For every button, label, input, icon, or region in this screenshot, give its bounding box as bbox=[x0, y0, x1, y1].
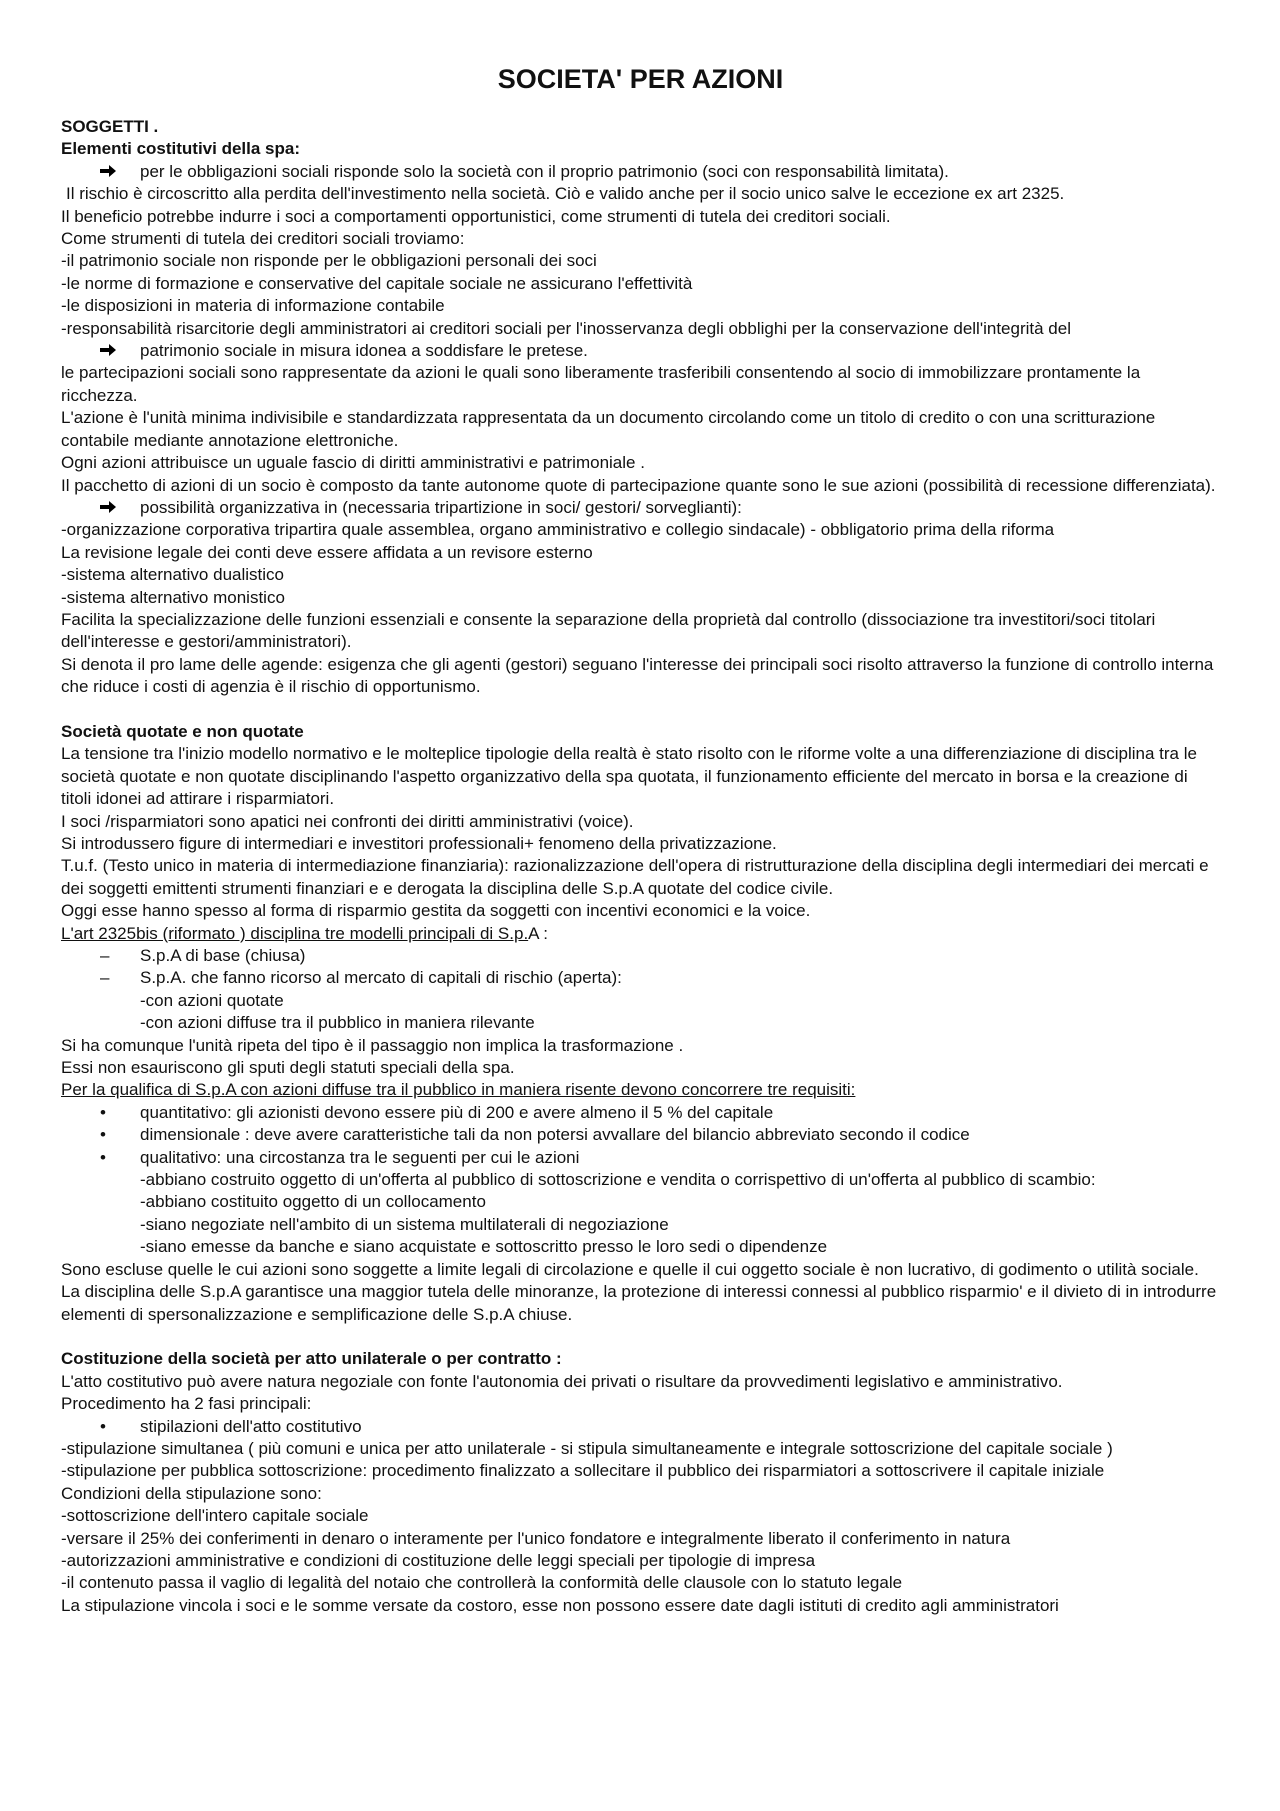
paragraph: L'azione è l'unità minima indivisibile e standardizzata rappresentata da un documento circolando come un titolo di credito o con una scritturazione contabile mediante annotazione elettroniche. bbox=[61, 408, 1156, 450]
paragraph: Oggi esse hanno spesso al forma di risparmio gestita da soggetti con incentivi economici e la voice. bbox=[61, 901, 811, 921]
paragraph: -versare il 25% dei conferimenti in denaro o interamente per l'unico fondatore e integralmente liberato il conferimento in natura bbox=[61, 1528, 1011, 1548]
text: A : bbox=[528, 923, 549, 943]
paragraph: -le disposizioni in materia di informazione contabile bbox=[61, 296, 445, 316]
paragraph: -stipulazione simultanea ( più comuni e unica per atto unilaterale - si stipula simultaneamente e integrale sottoscrizione del capitale sociale ) bbox=[61, 1438, 1113, 1458]
paragraph: Ogni azioni attribuisce un uguale fascio di diritti amministrativi e patrimoniale . bbox=[61, 453, 645, 473]
paragraph: Il beneficio potrebbe indurre i soci a comportamenti opportunistici, come strumenti di tutela dei creditori sociali. bbox=[61, 206, 891, 226]
heading-costituzione: Costituzione della società per atto unilaterale o per contratto : bbox=[61, 1349, 562, 1369]
spacer bbox=[61, 699, 1220, 721]
bullet-item bbox=[61, 1124, 1220, 1146]
paragraph: -responsabilità risarcitorie degli amministratori ai creditori sociali per l'inosservanza degli obblighi per la conservazione dell'integrità del bbox=[61, 318, 1071, 338]
arrow-item bbox=[61, 497, 1220, 519]
bullet-marker: • bbox=[100, 1102, 106, 1122]
paragraph: Il rischio è circoscritto alla perdita dell'investimento nella società. Ciò e valido anche per il socio unico salve le eccezione ex art 2325. bbox=[66, 184, 1065, 204]
heading-soggetti: SOGGETTI . bbox=[61, 117, 159, 136]
paragraph: -stipulazione per pubblica sottoscrizione: procedimento finalizzato a sollecitare il pubblico dei risparmiatori a sottoscrivere il capitale iniziale bbox=[61, 1461, 1105, 1481]
underlined-paragraph: Per la qualifica di S.p.A con azioni diffuse tra il pubblico in maniera risente devono concorrere tre requisiti: bbox=[61, 1080, 856, 1100]
paragraph: -sistema alternativo monistico bbox=[61, 587, 285, 607]
paragraph: I soci /risparmiatori sono apatici nei confronti dei diritti amministrativi (voice). bbox=[61, 811, 634, 831]
paragraph: -organizzazione corporativa tripartira quale assemblea, organo amministrativo e collegio sindacale) - obbligatorio prima della riforma bbox=[61, 520, 1055, 540]
paragraph: -il contenuto passa il vaglio di legalità del notaio che controllerà la conformità delle clausole con lo statuto legale bbox=[61, 1573, 903, 1593]
dash-item bbox=[61, 945, 1220, 967]
paragraph: Essi non esauriscono gli sputi degli statuti speciali della spa. bbox=[61, 1058, 515, 1078]
arrow-right-icon bbox=[100, 500, 117, 514]
paragraph: quantitativo: gli azionisti devono essere più di 200 e avere almeno il 5 % del capitale bbox=[140, 1102, 774, 1122]
bullet-item bbox=[61, 1102, 1220, 1124]
paragraph: S.p.A. che fanno ricorso al mercato di capitali di rischio (aperta): bbox=[140, 968, 622, 988]
arrow-item bbox=[61, 161, 1220, 183]
paragraph: La tensione tra l'inizio modello normativo e le molteplice tipologie della realtà è stato risolto con le riforme volte a una differenziazione di disciplina tra le società quotate e non quotate disciplinando l'aspetto organizzativo della spa quotata, il funzionamento efficiente del mercato in borsa e la creazione di titoli idonei ad attirare i risparmiatori. bbox=[61, 744, 1197, 809]
paragraph: T.u.f. (Testo unico in materia di intermediazione finanziaria): razionalizzazione dell'opera di ristrutturazione della disciplina degli intermediari dei mercati e dei soggetti emittenti strumenti finanziari e e derogata la disciplina delle S.p.A quotate del codice civile. bbox=[61, 856, 1209, 898]
paragraph: La revisione legale dei conti deve essere affidata a un revisore esterno bbox=[61, 542, 593, 562]
heading-societa-quotate: Società quotate e non quotate bbox=[61, 721, 304, 741]
section-quotate bbox=[61, 721, 1220, 1326]
dash-marker: – bbox=[100, 946, 110, 966]
bullet-item bbox=[61, 1147, 1220, 1169]
paragraph: La stipulazione vincola i soci e le somme versate da costoro, esse non possono essere date dagli istituti di credito agli amministratori bbox=[61, 1595, 1059, 1615]
paragraph: -con azioni quotate bbox=[140, 990, 284, 1010]
paragraph: -siano negoziate nell'ambito di un sistema multilaterali di negoziazione bbox=[140, 1214, 669, 1234]
arrow-item bbox=[61, 340, 1220, 362]
paragraph: -autorizzazioni amministrative e condizioni di costituzione delle leggi speciali per tipologie di impresa bbox=[61, 1550, 816, 1570]
paragraph: per le obbligazioni sociali risponde solo la società con il proprio patrimonio (soci con responsabilità limitata). bbox=[140, 161, 949, 181]
paragraph: dimensionale : deve avere caratteristiche tali da non potersi avvallare del bilancio abbreviato secondo il codice bbox=[140, 1125, 970, 1145]
paragraph: qualitativo: una circostanza tra le seguenti per cui le azioni bbox=[140, 1147, 580, 1167]
bullet-marker: • bbox=[100, 1416, 106, 1436]
paragraph: -sistema alternativo dualistico bbox=[61, 565, 284, 585]
section-costituzione bbox=[61, 1348, 1220, 1617]
paragraph: Si introdussero figure di intermediari e investitori professionali+ fenomeno della privatizzazione. bbox=[61, 833, 777, 853]
dash-marker: – bbox=[100, 968, 110, 988]
paragraph: La disciplina delle S.p.A garantisce una maggior tutela delle minoranze, la protezione di interessi connessi al pubblico risparmio' e il divieto di in introdurre elementi di spersonalizzazione e semplificazione delle S.p.A chiuse. bbox=[61, 1282, 1217, 1324]
arrow-right-icon bbox=[100, 164, 117, 178]
paragraph: Procedimento ha 2 fasi principali: bbox=[61, 1394, 312, 1414]
heading-elementi-costitutivi: Elementi costitutivi della spa: bbox=[61, 139, 301, 159]
paragraph: Si denota il pro lame delle agende: esigenza che gli agenti (gestori) seguano l'interesse dei principali soci risolto attraverso la funzione di controllo interna che riduce i costi di agenzia è il rischio di opportunismo. bbox=[61, 654, 1214, 697]
paragraph: Condizioni della stipulazione sono: bbox=[61, 1483, 322, 1503]
paragraph: -il patrimonio sociale non risponde per le obbligazioni personali dei soci bbox=[61, 251, 597, 271]
bullet-marker: • bbox=[100, 1125, 106, 1145]
bullet-marker: • bbox=[100, 1147, 106, 1167]
paragraph: possibilità organizzativa in (necessaria tripartizione in soci/ gestori/ sorveglianti): bbox=[140, 497, 742, 517]
paragraph: Sono escluse quelle le cui azioni sono soggette a limite legali di circolazione e quelle il cui oggetto sociale è non lucrativo, di godimento o utilità sociale. bbox=[61, 1259, 1199, 1279]
page-title: SOCIETA' PER AZIONI bbox=[497, 64, 784, 94]
paragraph: patrimonio sociale in misura idonea a soddisfare le pretese. bbox=[140, 341, 588, 361]
paragraph: -abbiano costruito oggetto di un'offerta al pubblico di sottoscrizione e vendita o corrispettivo di un'offerta al pubblico di scambio: bbox=[140, 1170, 1096, 1190]
paragraph: Come strumenti di tutela dei creditori sociali troviamo: bbox=[61, 229, 465, 249]
section-soggetti bbox=[61, 116, 1220, 699]
paragraph: -abbiano costituito oggetto di un collocamento bbox=[140, 1192, 486, 1212]
paragraph: Facilita la specializzazione delle funzioni essenziali e consente la separazione della proprietà dal controllo (dissociazione tra investitori/soci titolari dell'interesse e gestori/amministratori). bbox=[61, 609, 1156, 652]
paragraph: -con azioni diffuse tra il pubblico in maniera rilevante bbox=[140, 1013, 535, 1033]
paragraph: -siano emesse da banche e siano acquistate e sottoscritto presso le loro sedi o dipendenze bbox=[140, 1237, 828, 1257]
paragraph: Il pacchetto di azioni di un socio è composto da tante autonome quote di partecipazione quante sono le sue azioni (possibilità di recessione differenziata). bbox=[61, 475, 1216, 495]
paragraph: Si ha comunque l'unità ripeta del tipo è il passaggio non implica la trasformazione . bbox=[61, 1035, 684, 1055]
dash-item bbox=[61, 967, 1220, 989]
paragraph: stipilazioni dell'atto costitutivo bbox=[140, 1416, 362, 1436]
paragraph: S.p.A di base (chiusa) bbox=[140, 946, 306, 966]
paragraph: L'atto costitutivo può avere natura negoziale con fonte l'autonomia dei privati o risultare da provvedimenti legislativo e amministrativo. bbox=[61, 1371, 1063, 1391]
paragraph bbox=[61, 923, 1220, 945]
spacer bbox=[61, 1326, 1220, 1348]
paragraph: -sottoscrizione dell'intero capitale sociale bbox=[61, 1506, 369, 1526]
paragraph: le partecipazioni sociali sono rappresentate da azioni le quali sono liberamente trasferibili consentendo al socio di immobilizzare prontamente la ricchezza. bbox=[61, 363, 1141, 405]
arrow-right-icon bbox=[100, 343, 117, 357]
bullet-item bbox=[61, 1416, 1220, 1438]
paragraph: -le norme di formazione e conservative del capitale sociale ne assicurano l'effettività bbox=[61, 273, 693, 293]
underlined-text: L'art 2325bis (riformato ) disciplina tre modelli principali di S.p. bbox=[61, 923, 529, 943]
